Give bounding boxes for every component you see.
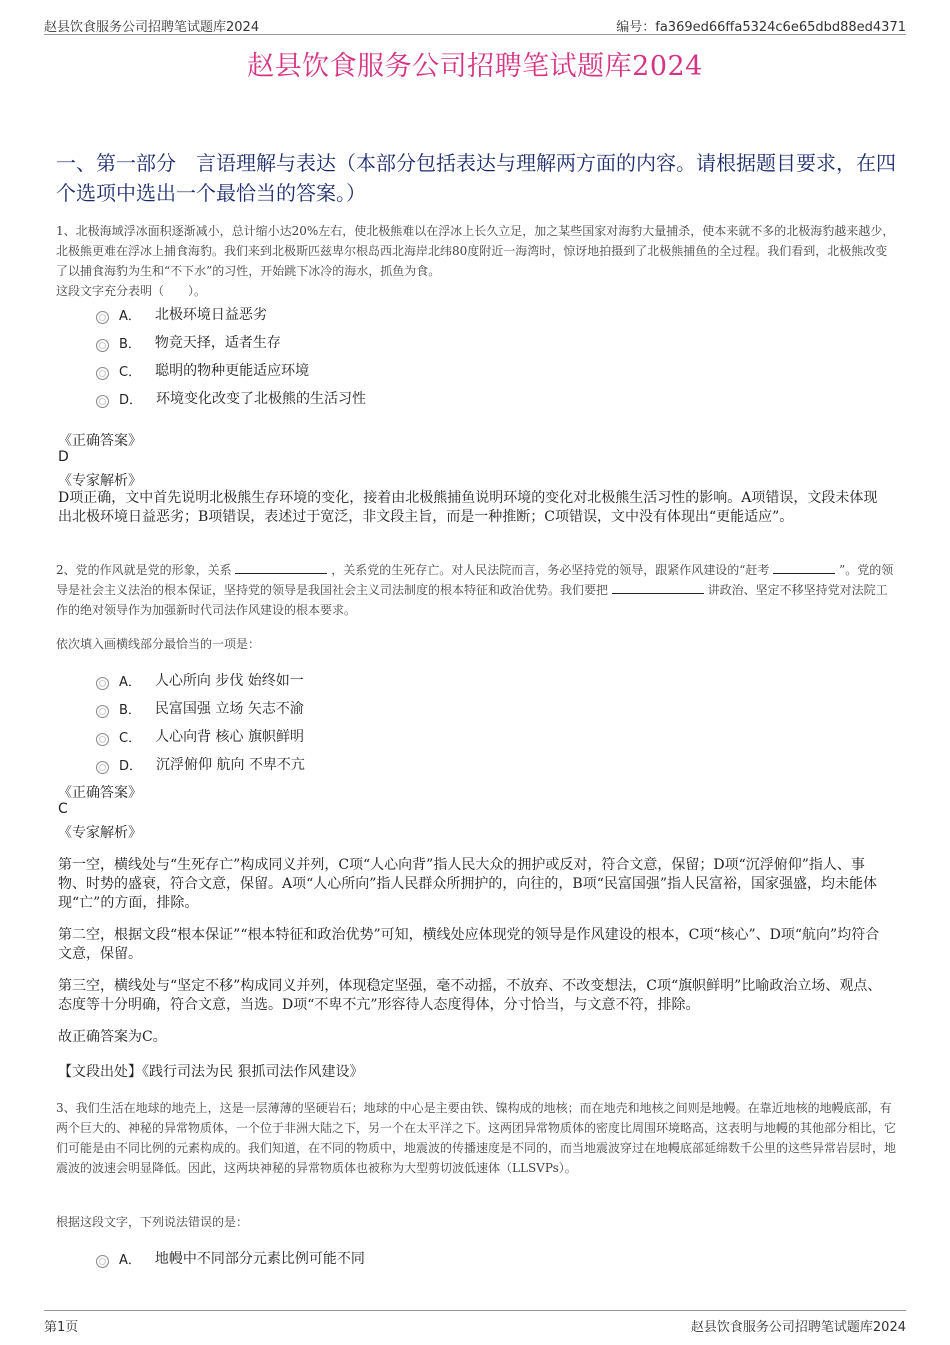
- section-heading: 一、第一部分 言语理解与表达（本部分包括表达与理解两方面的内容。请根据题目要求，在四个选项中选出一个最恰当的答案。）: [56, 151, 896, 205]
- question-2-analysis-1: 第一空，横线处与“生死存亡”构成同义并列，C项“人心向背”指人民大众的拥护或反对，符合文意，保留；D项“沉浮俯仰”指人、事物、时势的盛衰，符合文意，保留。A项“人心所向”指人民群众所拥护的，向往的，B项“民富国强”指人民富裕，国家强盛，均未能体现“亡”的方面，排除。: [58, 857, 878, 911]
- option-letter: A．: [119, 308, 141, 324]
- option-letter: D．: [119, 392, 143, 408]
- question-2-option-a[interactable]: [96, 670, 304, 690]
- question-2-text-part-3: ”。党的领导是社会主义法治的根本保证，坚持党的领导是我国社会主义司法制度的根本特征和政治优势。我们要把: [56, 563, 894, 597]
- header-doc-title: 赵县饮食服务公司招聘笔试题库2024: [44, 20, 260, 35]
- question-2-text-part-1: 2、党的作风就是党的形象，关系: [56, 563, 232, 577]
- radio-icon[interactable]: [96, 367, 109, 380]
- option-text: 人心向背 核心 旗帜鲜明: [155, 729, 304, 745]
- question-3-option-a[interactable]: [96, 1248, 365, 1268]
- question-2-analysis-2: 第二空，根据文段“根本保证”“根本特征和政治优势”可知，横线处应体现党的领导是作风建设的根本，C项“核心”、D项“航向”均符合文意，保留。: [58, 927, 880, 962]
- option-letter: C．: [119, 364, 142, 380]
- question-2-analysis-4: 故正确答案为C。: [58, 1029, 167, 1045]
- question-1-answer: D: [58, 449, 69, 465]
- radio-icon[interactable]: [96, 733, 109, 746]
- fill-blank-2: [773, 561, 835, 574]
- question-1-option-a[interactable]: [96, 304, 267, 324]
- radio-icon[interactable]: [96, 705, 109, 718]
- question-1-analysis-label: 《专家解析》: [58, 473, 142, 489]
- option-text: 地幔中不同部分元素比例可能不同: [154, 1251, 365, 1267]
- question-2-option-d[interactable]: [96, 754, 305, 774]
- question-1-answer-label: 《正确答案》: [58, 433, 142, 449]
- page-header: [44, 14, 906, 35]
- question-3-text: 3、我们生活在地球的地壳上，这是一层薄薄的坚硬岩石；地球的中心是主要由铁、镍构成的地核；而在地壳和地核之间则是地幔。在靠近地核的地幔底部，有两个巨大的、神秘的异常物质体，一个位于非洲大陆之下，另一个在太平洋之下。这两团异常物质体的密度比周围环境略高，这表明与地幔的其他部分相比，它们可能是由不同比例的元素构成的。我们知道，在不同的物质中，地震波的传播速度是不同的，而当地震波穿过在地幔底部延绵数千公里的这些异常岩层时，地震波的波速会明显降低。因此，这两块神秘的异常物质体也被称为大型剪切波低速体（LLSVPs）。: [56, 1101, 897, 1175]
- option-letter: D．: [119, 758, 143, 774]
- question-2-answer-label: 《正确答案》: [58, 785, 142, 801]
- question-1-text: 1、北极海域浮冰面积逐渐减小，总计缩小达20%左右，使北极熊难以在浮冰上长久立足，加之某些国家对海豹大量捕杀，使本来就不多的北极海豹越来越少，北极熊更难在浮冰上捕食海豹。我们来到北极斯匹兹卑尔根岛西北海岸北纬80度附近一海湾时，惊讶地拍摄到了北极熊捕鱼的全过程。我们看到，北极熊改变了以捕食海豹为生和“不下水”的习性，开始跳下冰冷的海水，抓鱼为食。: [56, 224, 895, 278]
- radio-icon[interactable]: [96, 395, 109, 408]
- question-2-prompt: 依次填入画横线部分最恰当的一项是：: [56, 637, 261, 651]
- fill-blank-1: [235, 561, 327, 574]
- option-letter: A．: [119, 1252, 141, 1268]
- page-footer: [44, 1310, 906, 1335]
- footer-page-number: 第1页: [44, 1320, 79, 1335]
- option-text: 人心所向 步伐 始终如一: [154, 673, 304, 689]
- question-1-option-d[interactable]: [96, 388, 366, 408]
- option-letter: B．: [119, 336, 141, 352]
- question-2-option-b[interactable]: [96, 698, 304, 718]
- question-2-option-c[interactable]: [96, 726, 304, 746]
- option-letter: B．: [119, 702, 141, 718]
- radio-icon[interactable]: [96, 1255, 109, 1268]
- question-2-answer: C: [58, 801, 68, 817]
- option-letter: A．: [119, 674, 141, 690]
- header-doc-id: 编号：fa369ed66ffa5324c6e65dbd88ed4371: [616, 20, 906, 35]
- question-2-text: [56, 560, 896, 620]
- radio-icon[interactable]: [96, 677, 109, 690]
- question-2-analysis-label: 《专家解析》: [58, 825, 142, 841]
- question-1-option-b[interactable]: [96, 332, 281, 352]
- option-text: 民富国强 立场 矢志不渝: [154, 701, 304, 717]
- question-1-prompt: 这段文字充分表明（ ）。: [56, 284, 207, 298]
- option-letter: C．: [119, 730, 142, 746]
- option-text: 北极环境日益恶劣: [154, 307, 267, 323]
- question-2-source: 【文段出处】《践行司法为民 狠抓司法作风建设》: [58, 1064, 364, 1080]
- question-3-prompt: 根据这段文字，下列说法错误的是：: [56, 1215, 249, 1229]
- option-text: 聪明的物种更能适应环境: [155, 363, 310, 379]
- radio-icon[interactable]: [96, 761, 109, 774]
- radio-icon[interactable]: [96, 339, 109, 352]
- option-text: 沉浮俯仰 航向 不卑不亢: [156, 757, 305, 773]
- radio-icon[interactable]: [96, 311, 109, 324]
- document-title: 赵县饮食服务公司招聘笔试题库2024: [247, 51, 703, 82]
- question-1-option-c[interactable]: [96, 360, 309, 380]
- option-text: 环境变化改变了北极熊的生活习性: [156, 391, 367, 407]
- question-1-analysis: D项正确，文中首先说明北极熊生存环境的变化，接着由北极熊捕鱼说明环境的变化对北极熊生活习性的影响。A项错误，文段未体现出北极环境日益恶劣；B项错误，表述过于宽泛，非文段主旨，而是一种推断；C项错误，文中没有体现出“更能适应”。: [58, 490, 878, 525]
- option-text: 物竞天择，适者生存: [154, 335, 281, 351]
- question-2-text-part-4: 讲政治、坚定不移坚持党对法院工作的绝对领导作为加强新时代司法作风建设的根本要求。: [56, 583, 888, 617]
- question-2-analysis-3: 第三空，横线处与“坚定不移”构成同义并列，体现稳定坚强，毫不动摇，不放弃、不改变想法，C项“旗帜鲜明”比喻政治立场、观点、态度等十分明确，符合文意，当选。D项“不卑不亢”形容待人态度得体，分寸恰当，与文意不符，排除。: [58, 978, 882, 1013]
- fill-blank-3: [612, 581, 704, 594]
- question-2-text-part-2: ，关系党的生死存亡。对人民法院而言，务必坚持党的领导，跟紧作风建设的“赶考: [331, 563, 770, 577]
- footer-doc-title: 赵县饮食服务公司招聘笔试题库2024: [690, 1320, 906, 1335]
